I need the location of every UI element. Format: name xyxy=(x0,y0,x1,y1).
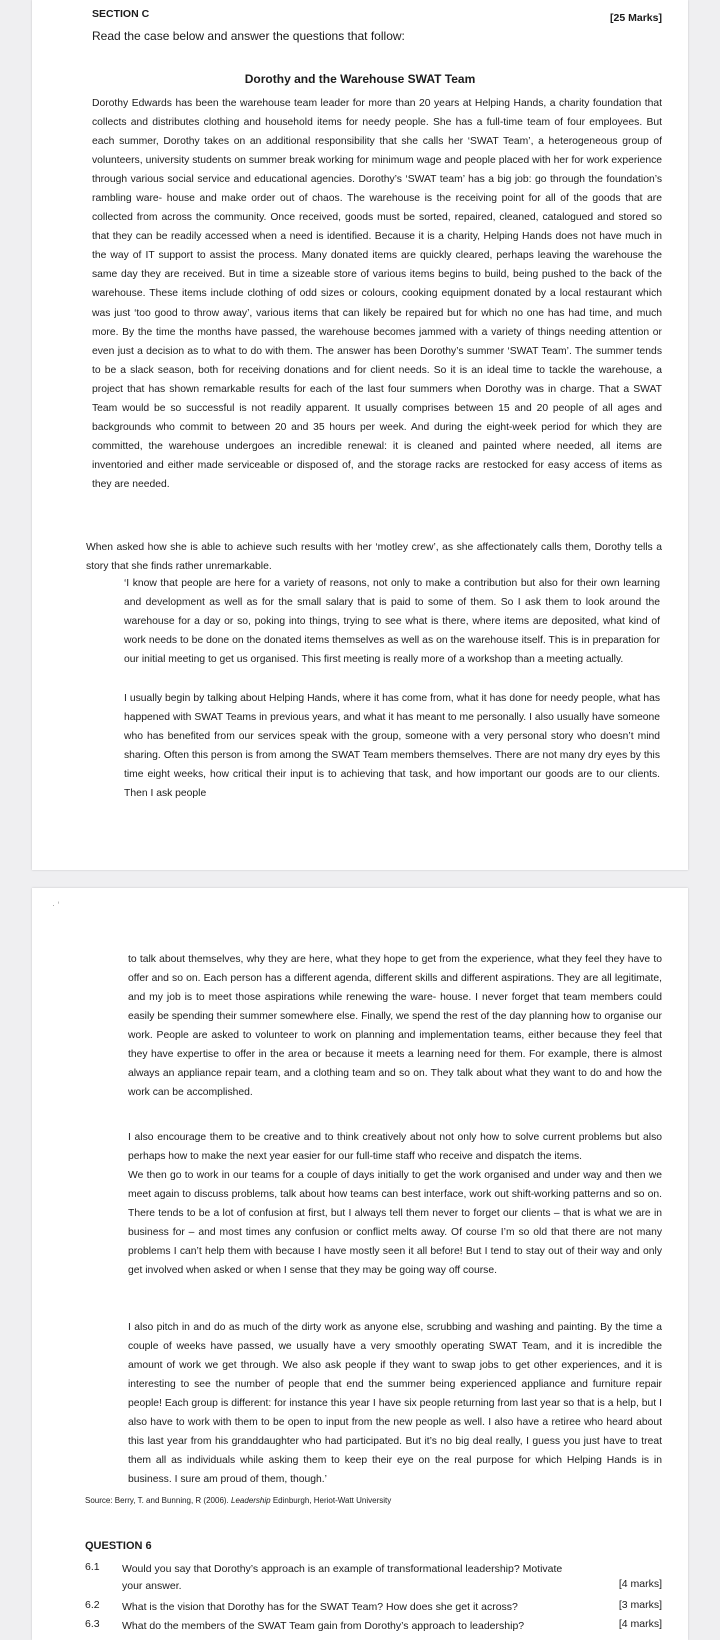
quote-paragraph: We then go to work in our teams for a couple of days initially to get the work organised and under way and then we meet again to discuss problems, talk about how teams can best interface, work out shift-working patterns and so on. There tends to be a lot of confusion at first, but I always tell them never to forget our clients – that is what we are in business for – and most times any confusion or conflict melts away. Of course I’m so old that there are not many problems I can’t help them with because I have mostly seen it all before! But I tend to stay out of their way and only get involved when asked or when I sense that they may be going way off course. xyxy=(128,1170,662,1277)
quote-paragraph: ‘I know that people are here for a variety of reasons, not only to make a contribution but also for their own learning and development as well as for the small salary that is paid to some of them. So I ask them to look around the warehouse for a day or so, poking into things, trying to see what is there, where items are deposited, what kind of work needs to be done on the donated items themselves as well as on the warehouse itself. This is in preparation for our initial meeting to get us organised. This first meeting is really more of a workshop than a meeting actually. xyxy=(124,578,660,666)
case-paragraph: When asked how she is able to achieve such results with her ‘motley crew’, as she affectionately calls them, Dorothy tells a story that she finds rather unremarkable. xyxy=(86,542,662,573)
case-title: Dorothy and the Warehouse SWAT Team xyxy=(244,72,476,86)
question-item xyxy=(32,1561,688,1597)
question-number: 6.3 xyxy=(85,1618,100,1630)
document-page-2 xyxy=(32,888,688,1640)
question-item xyxy=(32,1599,688,1616)
quote-paragraph: to talk about themselves, why they are here, what they hope to get from the experience, what they feel they have to offer and so on. Each person has a different agenda, different skills and different aspirations. They are all legitimate, and my job is to meet those aspirations while renewing the ware- house. I never forget that team members could easily be spending their summer somewhere else. Finally, we spend the rest of the day planning how to organise our work. People are asked to volunteer to work on planning and implementation teams, either because they feel that they have expertise to offer in the area or because it meets a learning need for them. For example, there is almost always an appliance repair team, and a clothing team and so on. They talk about what they want to do and how the work can be accomplished. xyxy=(128,954,662,1099)
quote-paragraph: I also encourage them to be creative and to think creatively about not only how to solve current problems but also perhaps how to make the next year easier for our full-time staff who receive and dispatch the items. xyxy=(128,1132,662,1163)
document-page-1 xyxy=(32,0,688,870)
question-marks: [4 marks] xyxy=(618,1618,662,1630)
question-marks: [3 marks] xyxy=(618,1599,662,1611)
quote-paragraph: I also pitch in and do as much of the dirty work as anyone else, scrubbing and washing and painting. By the time a couple of weeks have passed, we usually have a very smoothly operating SWAT Team, and it is incredible the amount of work we get through. We also ask people if they want to swap jobs to get other experiences, and it is interesting to see the number of people that end the summer being experienced appliance and furniture repair people! Each group is different: for instance this year I have six people returning from last year so that is a help, but I also have to work with them to be open to input from the new people as well. I also have a retiree who heard about this last year from his granddaughter who had participated. But it’s no big deal really, I guess you just have to treat them all as individuals while asking them to keep their eye on the real purpose for which Helping Hands is in business. I sure am proud of them, though.’ xyxy=(128,1322,662,1486)
question-marks: [4 marks] xyxy=(618,1578,662,1590)
question-heading: QUESTION 6 xyxy=(85,1540,152,1552)
section-label: SECTION C xyxy=(92,8,150,20)
scan-marks: · ‘ xyxy=(52,900,60,910)
question-text: What do the members of the SWAT Team gain from Dorothy’s approach to leadership? xyxy=(122,1620,525,1632)
source-citation: Source: Berry, T. and Bunning, R (2006). Leadership Edinburgh, Heriot-Watt University xyxy=(85,1496,392,1505)
instruction-text: Read the case below and answer the questions that follow: xyxy=(92,29,405,43)
question-item xyxy=(32,1618,688,1635)
case-paragraph: Dorothy Edwards has been the warehouse team leader for more than 20 years at Helping Hands, a charity foundation that collects and distributes clothing and household items for needy people. She has a full-time team of four employees. But each summer, Dorothy takes on an additional responsibility that she calls her ‘SWAT Team’, a heterogeneous group of volunteers, university students on summer break working for minimum wage and people placed with her for work experience through various social service and educational agencies. Dorothy’s ‘SWAT team’ has a big job: go through the foundation’s rambling ware- house and make order out of chaos. The warehouse is the receiving point for all of the goods that are collected from across the community. Once received, goods must be sorted, repaired, cleaned, catalogued and stored so that they can be readily accessed when a need is identified. Because it is a charity, Helping Hands does not have much in the way of IT support to assist the process. Many donated items are quickly cleared, perhaps leaving the warehouse the same day they are received. But in time a sizeable store of various items begins to build, being pushed to the back of the warehouse. These items include clothing of odd sizes or colours, cooking equipment donated by a local restaurant which was just ‘too good to throw away’, various items that can likely be repaired but for which no one has had time, and much more. By the time the months have passed, the warehouse becomes jammed with a variety of things needing attention or even just a decision as to what to do with them. The answer has been Dorothy’s summer ‘SWAT Team’. The summer tends to be a slack season, both for receiving donations and for client needs. So it is an ideal time to tackle the warehouse, a project that has shown remarkable results for each of the last four summers when Dorothy was in charge. That a SWAT Team would be so successful is not readily apparent. It usually comprises between 15 and 20 people of all ages and backgrounds who commit to between 20 and 35 hours per week. And during the eight-week period for which they are committed, the warehouse undergoes an incredible renewal: it is cleaned and painted where needed, all items are inventoried and either made serviceable or disposed of, and the storage racks are restocked for easy access of items as they are needed. xyxy=(92,98,662,490)
question-number: 6.1 xyxy=(85,1561,100,1573)
quote-paragraph: I usually begin by talking about Helping Hands, where it has come from, what it has done for needy people, what has happened with SWAT Teams in previous years, and what it has meant to me personally. I also usually have someone who has benefited from our services speak with the group, someone with a very personal story who doesn’t mind sharing. Often this person is from among the SWAT Team members themselves. There are not many dry eyes by this time eight weeks, how critical their input is to achieving that task, and how important our goods are to our clients. Then I ask people xyxy=(124,693,660,800)
question-number: 6.2 xyxy=(85,1599,100,1611)
question-text: What is the vision that Dorothy has for the SWAT Team? How does she get it across? xyxy=(122,1601,518,1613)
question-text: Would you say that Dorothy’s approach is an example of transformational leadership? Motivate your answer. xyxy=(122,1563,563,1592)
section-marks: [25 Marks] xyxy=(610,12,662,24)
